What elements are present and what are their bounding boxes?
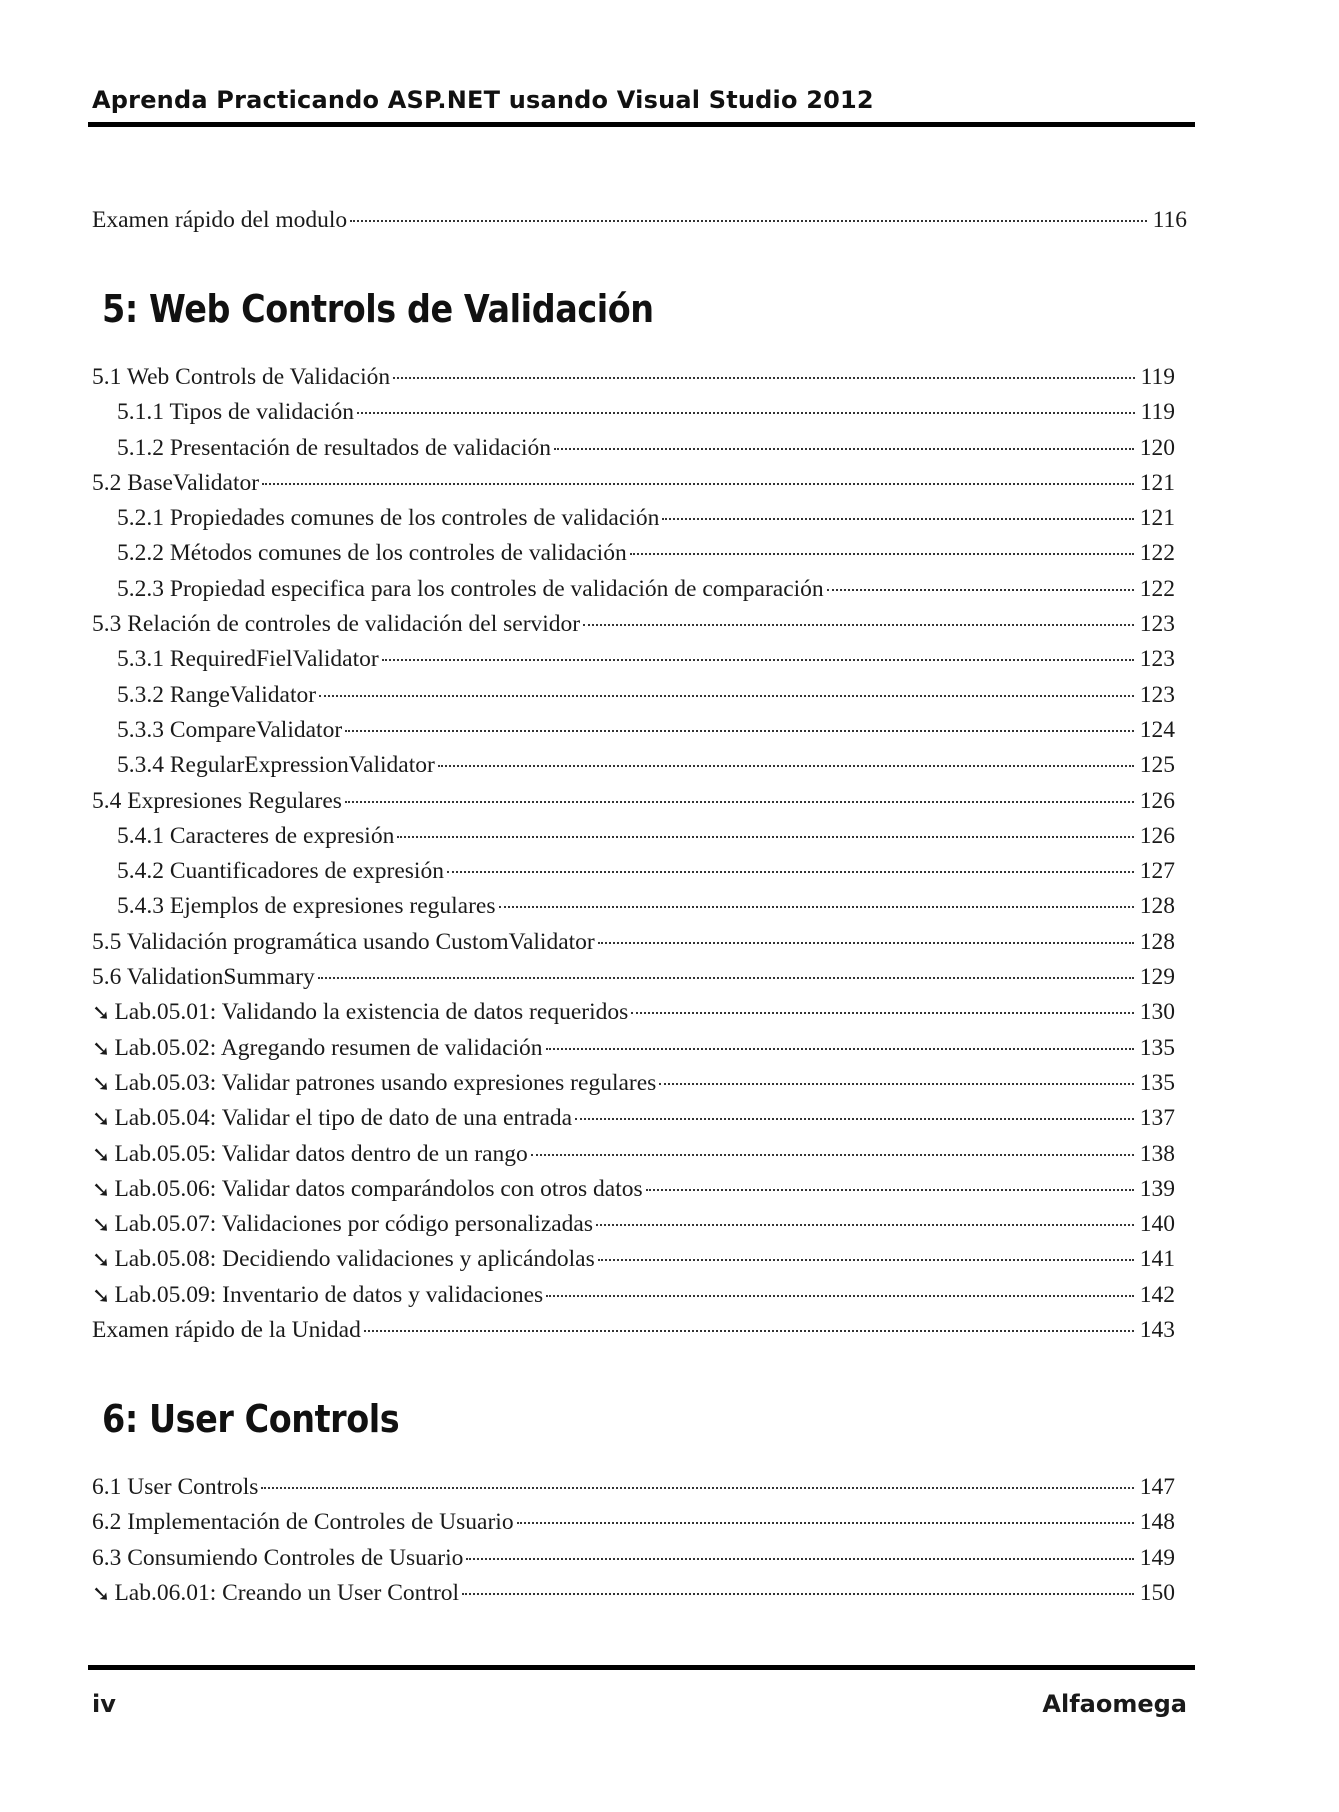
toc-entry-page: 121 [1139, 469, 1175, 496]
toc-entry-text: 5.1.2 Presentación de resultados de validación [117, 434, 551, 461]
arrow-down-right-icon: ➘ [92, 1071, 111, 1097]
toc-entry-title [92, 1505, 514, 1540]
dot-leader [598, 942, 1134, 944]
toc-entry-title [92, 1031, 543, 1066]
dot-leader [598, 1259, 1134, 1261]
toc-entry[interactable] [92, 395, 1175, 430]
toc-entry-page: 123 [1139, 681, 1175, 708]
toc-entry-title [92, 1101, 572, 1136]
toc-entry[interactable] [92, 1505, 1175, 1540]
toc-entry-page: 129 [1139, 964, 1175, 991]
toc-pre-section [92, 203, 1187, 238]
dot-leader [662, 518, 1133, 520]
toc-entry-page: 127 [1139, 858, 1175, 885]
toc-entry[interactable] [92, 572, 1175, 607]
dot-leader [630, 553, 1134, 555]
toc-chapter-6 [92, 1470, 1175, 1611]
dot-leader [631, 1012, 1134, 1014]
toc-entry-text: 5.2.1 Propiedades comunes de los controles de validación [117, 505, 660, 532]
toc-entry-page: 137 [1139, 1105, 1175, 1132]
toc-entry-text: 6.3 Consumiendo Controles de Usuario [92, 1544, 464, 1571]
arrow-down-right-icon: ➘ [92, 1283, 111, 1309]
toc-entry-text: 5.2.2 Métodos comunes de los controles de validación [117, 540, 627, 567]
toc-entry-page: 140 [1139, 1211, 1175, 1238]
toc-entry-text: 5.4 Expresiones Regulares [92, 787, 342, 814]
toc-entry-text: Lab.05.03: Validar patrones usando expresiones regulares [114, 1069, 657, 1096]
toc-entry-text: 5.5 Validación programática usando CustomValidator [92, 928, 595, 955]
toc-entry[interactable] [92, 607, 1175, 642]
toc-lab-entry[interactable] [92, 1137, 1175, 1172]
dot-leader [583, 624, 1134, 626]
toc-entry-title [92, 466, 259, 501]
toc-entry-page: 123 [1139, 646, 1175, 673]
toc-entry-text: 5.3.2 RangeValidator [117, 681, 317, 708]
toc-entry-page: 130 [1139, 999, 1175, 1026]
toc-entry-page: 125 [1139, 752, 1175, 779]
page-number: iv [92, 1690, 116, 1718]
toc-entry-text: 5.3 Relación de controles de validación del servidor [92, 611, 581, 638]
arrow-down-right-icon: ➘ [92, 1001, 111, 1027]
toc-entry-title [92, 678, 316, 713]
dot-leader [659, 1083, 1133, 1085]
toc-entry-text: Lab.05.01: Validando la existencia de datos requeridos [114, 999, 629, 1026]
chapter-6-title: 6: User Controls [102, 1397, 400, 1441]
toc-entry[interactable] [92, 960, 1175, 995]
toc-entry-page: 150 [1139, 1579, 1175, 1606]
dot-leader [827, 589, 1134, 591]
toc-entry-text: 5.3.3 CompareValidator [117, 716, 343, 743]
toc-entry-text: 5.3.4 RegularExpressionValidator [117, 752, 435, 779]
toc-entry-text: 5.4.3 Ejemplos de expresiones regulares [117, 893, 496, 920]
toc-entry-title [92, 854, 444, 889]
toc-entry-page: 149 [1139, 1544, 1175, 1571]
toc-entry-title [92, 1278, 543, 1313]
toc-entry-text: Lab.05.04: Validar el tipo de dato de una entrada [114, 1105, 573, 1132]
toc-lab-entry[interactable] [92, 1242, 1175, 1277]
toc-entry[interactable] [92, 1470, 1175, 1505]
toc-entry-title [92, 1207, 593, 1242]
toc-lab-entry[interactable] [92, 1101, 1175, 1136]
toc-entry[interactable] [92, 784, 1175, 819]
toc-entry-page: 122 [1139, 540, 1175, 567]
toc-entry-title [92, 607, 580, 642]
toc-entry-text: 5.2.3 Propiedad especifica para los controles de validación de comparación [117, 575, 824, 602]
toc-entry-text: 5.6 ValidationSummary [92, 964, 315, 991]
toc-entry-page: 119 [1140, 364, 1175, 390]
dot-leader [499, 906, 1134, 908]
toc-entry-page: 141 [1139, 1246, 1175, 1273]
toc-entry-page: 121 [1139, 505, 1175, 532]
toc-entry-page: 138 [1139, 1140, 1175, 1167]
arrow-down-right-icon: ➘ [92, 1581, 111, 1607]
publisher-name: Alfaomega [1042, 1690, 1187, 1718]
toc-entry[interactable] [92, 748, 1175, 783]
toc-lab-entry[interactable] [92, 1278, 1175, 1313]
header-rule [88, 122, 1195, 127]
dot-leader [350, 220, 1146, 222]
toc-entry-page: 119 [1140, 399, 1175, 426]
dot-leader [462, 1593, 1134, 1595]
toc-entry-title [92, 713, 342, 748]
toc-entry[interactable] [92, 431, 1175, 466]
toc-entry-text: Lab.06.01: Creando un User Control [114, 1579, 460, 1606]
toc-lab-entry[interactable] [92, 1031, 1175, 1066]
toc-entry-text: 5.1 Web Controls de Validación [92, 364, 391, 390]
dot-leader [466, 1558, 1133, 1560]
toc-entry-text: Lab.05.02: Agregando resumen de validación [114, 1034, 543, 1061]
toc-lab-entry[interactable] [92, 1576, 1175, 1611]
toc-entry-text: 5.4.1 Caracteres de expresión [117, 822, 395, 849]
toc-entry-title [92, 960, 315, 995]
toc-entry-title [92, 1576, 459, 1611]
toc-entry-title [92, 1242, 595, 1277]
arrow-down-right-icon: ➘ [92, 1142, 111, 1168]
toc-entry-title [92, 1137, 528, 1172]
dot-leader [447, 871, 1134, 873]
toc-entry-text: Lab.05.08: Decidiendo validaciones y aplicándolas [114, 1246, 595, 1273]
toc-entry-text: 6.2 Implementación de Controles de Usuario [92, 1509, 514, 1536]
toc-entry-title [92, 819, 394, 854]
toc-entry-page: 147 [1139, 1474, 1175, 1500]
toc-entry-page: 126 [1139, 787, 1175, 814]
dot-leader [646, 1189, 1134, 1191]
arrow-down-right-icon: ➘ [92, 1177, 111, 1203]
arrow-down-right-icon: ➘ [92, 1036, 111, 1062]
toc-entry-page: 123 [1139, 611, 1175, 638]
toc-entry-page: 126 [1139, 822, 1175, 849]
toc-entry-title [92, 536, 627, 571]
toc-entry-title [92, 1541, 463, 1576]
dot-leader [318, 977, 1134, 979]
toc-entry-text: 5.3.1 RequiredFielValidator [117, 646, 379, 673]
dot-leader [397, 836, 1133, 838]
toc-entry-title [92, 642, 379, 677]
toc-entry-page: 124 [1139, 716, 1175, 743]
toc-lab-entry[interactable] [92, 995, 1175, 1030]
toc-entry-page: 135 [1139, 1034, 1175, 1061]
toc-entry-title [92, 889, 496, 924]
dot-leader [319, 695, 1134, 697]
dot-leader [546, 1295, 1134, 1297]
dot-leader [357, 412, 1135, 414]
toc-entry[interactable] [92, 1313, 1175, 1348]
toc-entry-page: 139 [1139, 1175, 1175, 1202]
footer-rule [88, 1665, 1195, 1670]
toc-entry-title [92, 572, 824, 607]
toc-entry-text: 6.1 User Controls [92, 1474, 259, 1500]
toc-entry-page: 120 [1139, 434, 1175, 461]
toc-entry-text: Lab.05.05: Validar datos dentro de un rango [114, 1140, 528, 1167]
arrow-down-right-icon: ➘ [92, 1248, 111, 1274]
toc-entry-title [92, 1313, 361, 1348]
toc-entry-title [92, 1470, 258, 1505]
toc-entry-title [92, 395, 354, 430]
dot-leader [531, 1154, 1134, 1156]
dot-leader [546, 1048, 1134, 1050]
toc-entry-title [92, 784, 342, 819]
toc-chapter-5 [92, 360, 1175, 1348]
toc-lab-entry[interactable] [92, 1207, 1175, 1242]
toc-lab-entry[interactable] [92, 1172, 1175, 1207]
dot-leader [438, 765, 1134, 767]
toc-entry-text: Lab.05.09: Inventario de datos y validaciones [114, 1281, 544, 1308]
dot-leader [382, 659, 1134, 661]
toc-entry-text: 5.1.1 Tipos de validación [117, 399, 354, 426]
dot-leader [262, 483, 1134, 485]
toc-entry-title [92, 995, 628, 1030]
dot-leader [345, 730, 1134, 732]
dot-leader [517, 1522, 1134, 1524]
dot-leader [364, 1330, 1134, 1332]
dot-leader [345, 801, 1134, 803]
toc-entry-title [92, 1172, 643, 1207]
toc-entry-title [92, 1066, 656, 1101]
toc-entry-page: 128 [1139, 893, 1175, 920]
toc-entry[interactable] [92, 819, 1175, 854]
toc-entry-text: 5.2 BaseValidator [92, 469, 260, 496]
toc-entry-text: Examen rápido del modulo [92, 207, 348, 233]
toc-entry[interactable] [92, 642, 1175, 677]
toc-entry[interactable] [92, 501, 1175, 536]
toc-entry[interactable] [92, 536, 1175, 571]
toc-entry-title [92, 431, 551, 466]
toc-entry-title [92, 925, 595, 960]
toc-entry[interactable] [92, 713, 1175, 748]
dot-leader [554, 448, 1134, 450]
toc-entry[interactable] [92, 360, 1175, 395]
toc-entry-page: 148 [1139, 1509, 1175, 1536]
toc-entry-page: 116 [1152, 207, 1187, 233]
toc-entry[interactable] [92, 854, 1175, 889]
running-header: Aprenda Practicando ASP.NET usando Visual Studio 2012 [92, 86, 874, 114]
toc-entry-page: 143 [1139, 1317, 1175, 1344]
toc-entry-page: 128 [1139, 928, 1175, 955]
toc-entry-text: Lab.05.07: Validaciones por código personalizadas [114, 1211, 594, 1238]
toc-entry-title [92, 501, 659, 536]
dot-leader [393, 377, 1134, 379]
toc-entry[interactable] [92, 203, 1187, 238]
toc-entry-page: 122 [1139, 575, 1175, 602]
toc-entry[interactable] [92, 1541, 1175, 1576]
toc-lab-entry[interactable] [92, 1066, 1175, 1101]
dot-leader [261, 1487, 1133, 1489]
toc-entry-page: 142 [1139, 1281, 1175, 1308]
toc-entry-title [92, 203, 347, 238]
dot-leader [575, 1118, 1134, 1120]
arrow-down-right-icon: ➘ [92, 1107, 111, 1133]
toc-entry-title [92, 748, 435, 783]
toc-entry[interactable] [92, 678, 1175, 713]
toc-entry-text: Lab.05.06: Validar datos comparándolos con otros datos [114, 1175, 643, 1202]
arrow-down-right-icon: ➘ [92, 1213, 111, 1239]
dot-leader [596, 1224, 1134, 1226]
toc-entry-title [92, 360, 390, 395]
toc-entry-text: 5.4.2 Cuantificadores de expresión [117, 858, 444, 885]
toc-entry[interactable] [92, 925, 1175, 960]
chapter-5-title: 5: Web Controls de Validación [102, 287, 654, 331]
toc-entry-page: 135 [1139, 1069, 1175, 1096]
toc-entry-text: Examen rápido de la Unidad [92, 1317, 361, 1344]
toc-entry[interactable] [92, 889, 1175, 924]
toc-entry[interactable] [92, 466, 1175, 501]
